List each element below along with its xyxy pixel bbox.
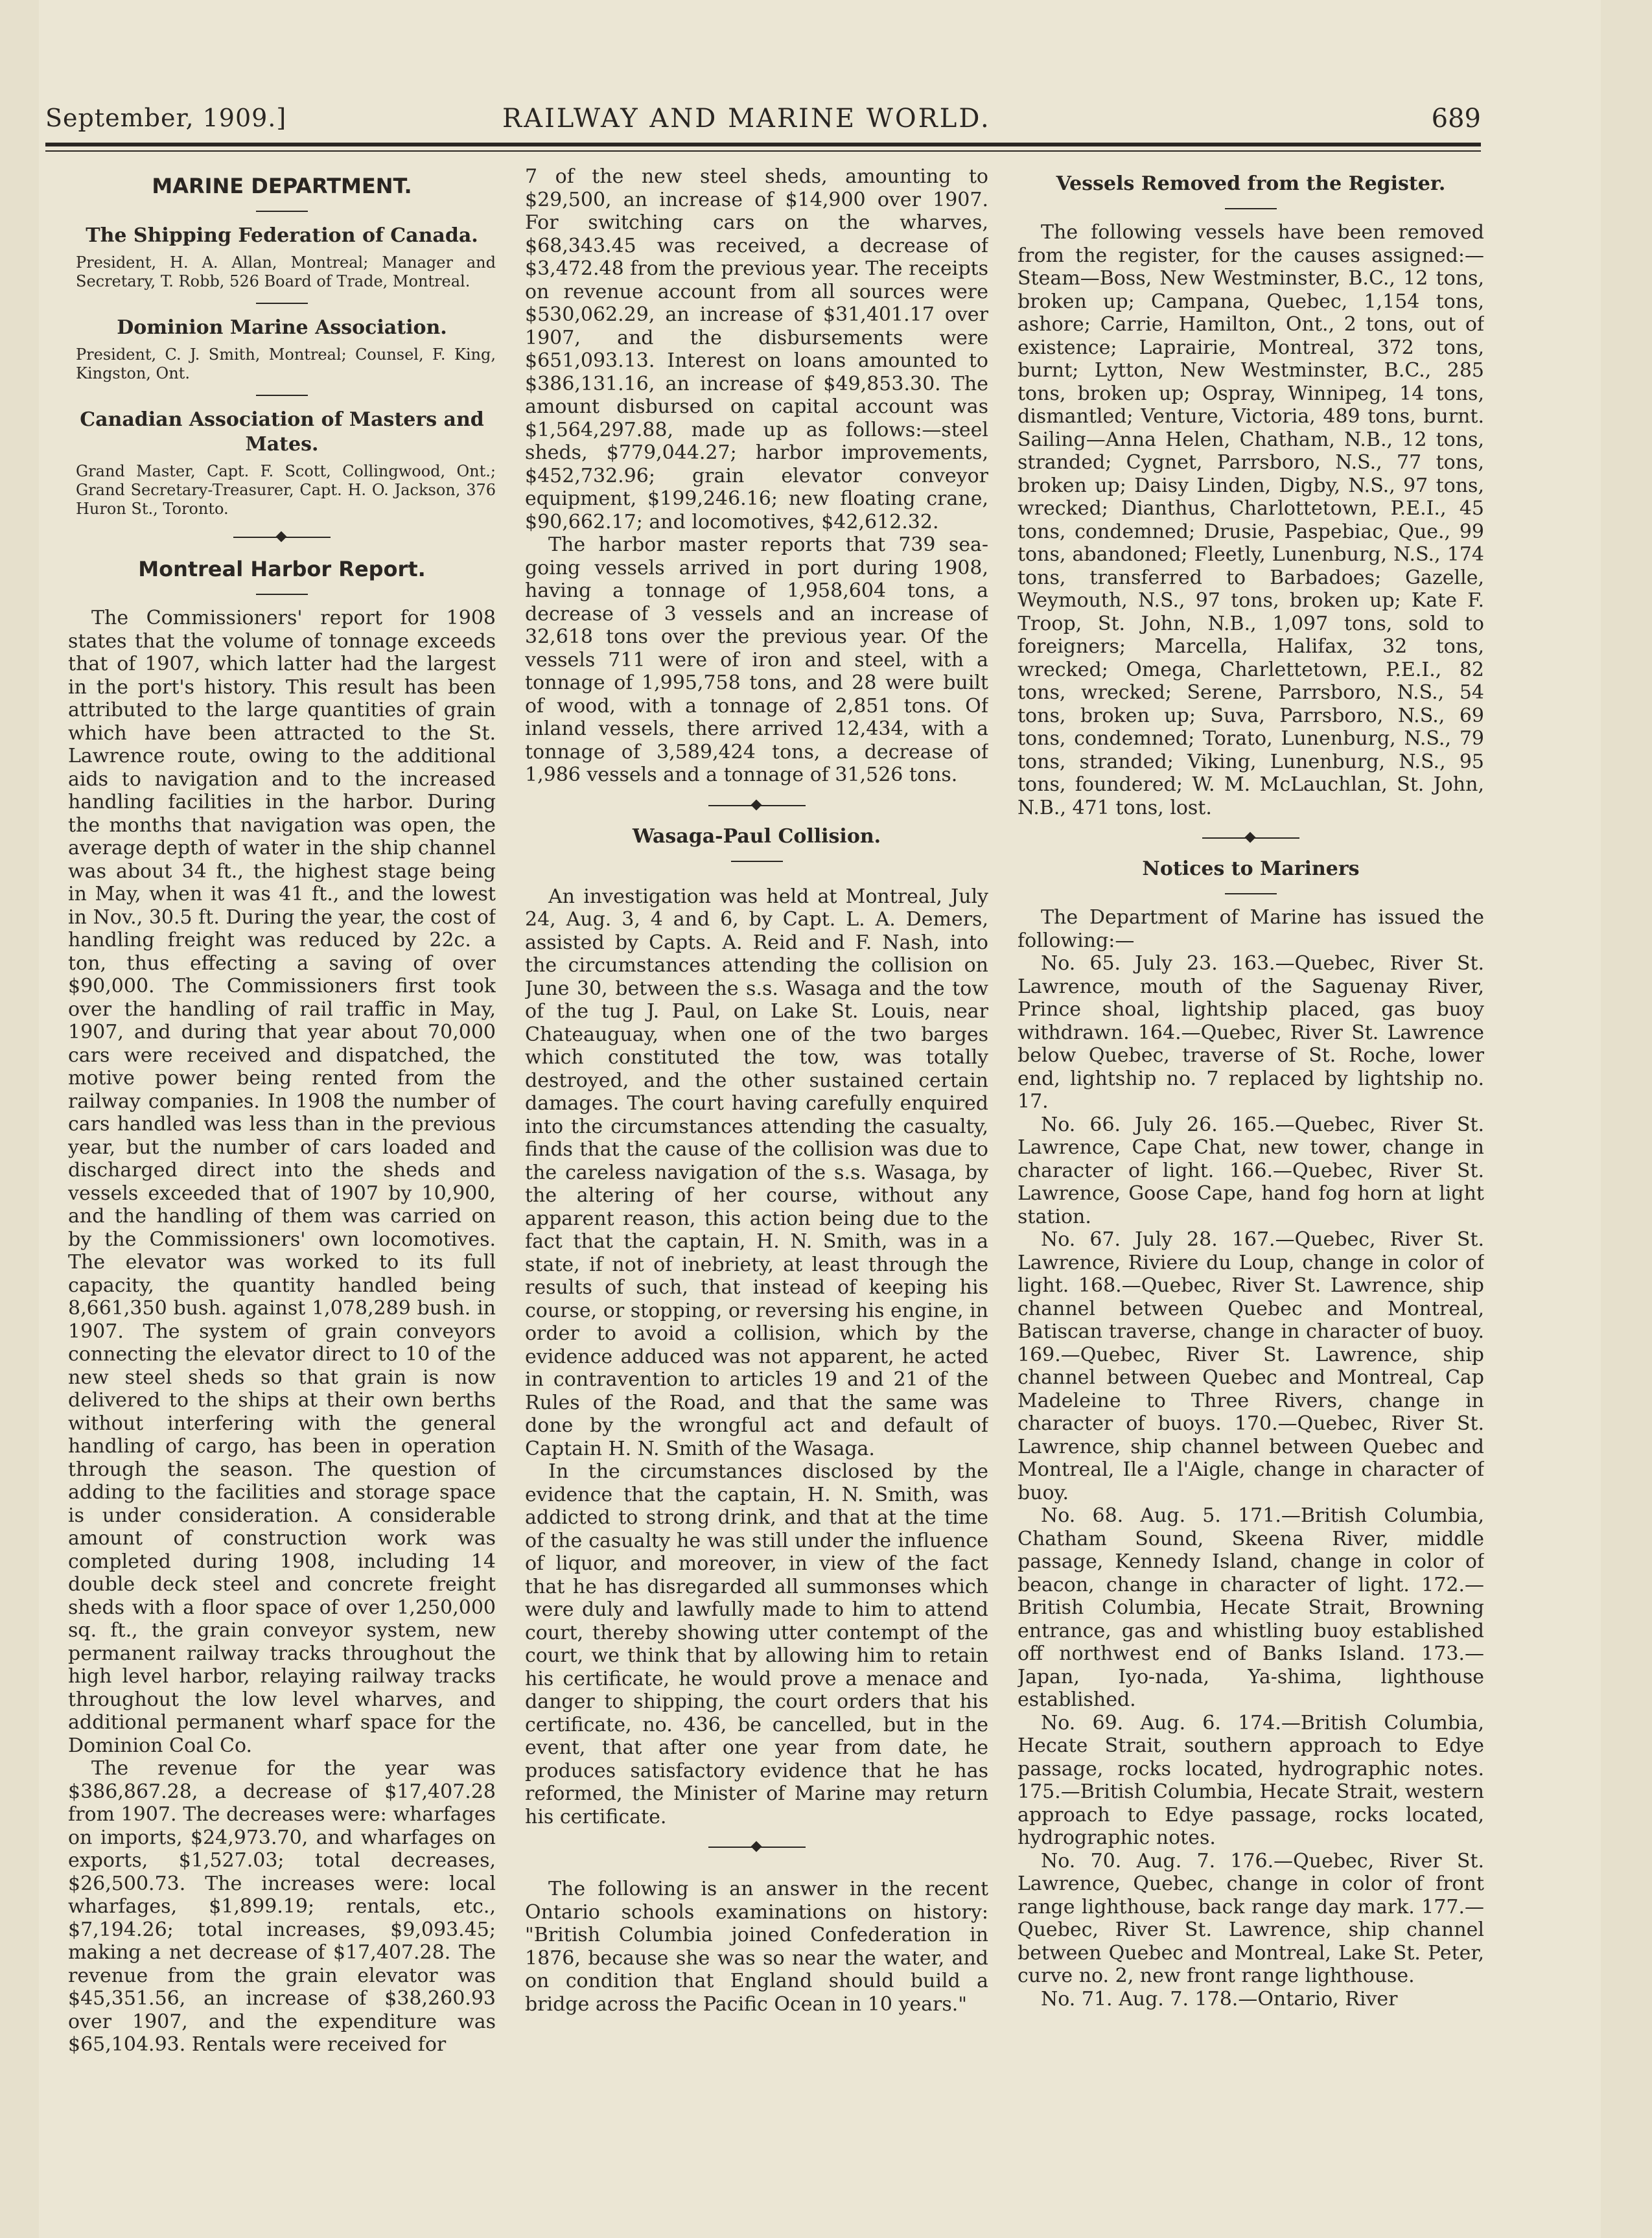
shipping-federation-officers: President, H. A. Allan, Montreal; Manager and Secretary, T. Robb, 526 Board of Trade, Montreal.	[76, 253, 496, 290]
journal-title: RAILWAY AND MARINE WORLD.	[502, 104, 991, 134]
separator	[1225, 208, 1277, 209]
dominion-marine-title: Dominion Marine Association.	[117, 316, 447, 339]
notice-69: No. 69. Aug. 6. 174.—British Columbia, Hecate Strait, southern approach to Edye passage, rocks located, hydrographic notes. 175.—British Columbia, Hecate Strait, western approach to Edye passage, rocks located, hydrographic notes.	[1018, 1711, 1484, 1849]
schools-answer-paragraph: The following is an answer in the recent Ontario schools examinations on history: "British Columbia joined Confederation in 1876, because she was so near the water, and on condition that England should build a bridge across the Pacific Ocean in 10 years."	[525, 1878, 988, 2016]
harbor-revenue-paragraph: The revenue for the year was $386,867.28, a decrease of $17,407.28 from 1907. The decreases were: wharfages on imports, $24,973.70, and wharfages on exports, $1,527.03; total decreases, $26,500.73. The increases were: local wharfages, $1,899.19; rentals, etc., $7,194.26; total increases, $9,093.45; making a net decrease of $17,407.28. The revenue from the grain elevator was $45,351.56, an increase of $38,260.93 over 1907, and the expenditure was $65,104.93. Rentals were received for	[68, 1757, 496, 2056]
separator	[1225, 893, 1277, 894]
dominion-marine-officers: President, C. J. Smith, Montreal; Counsel, F. King, Kingston, Ont.	[76, 345, 496, 382]
separator	[731, 861, 783, 862]
harbor-report-paragraph: The Commissioners' report for 1908 states that the volume of tonnage exceeds that of 1907, which latter had the largest in the port's history. This result has been attributed to the large quantities of grain which have been attracted to the St. Lawrence route, owing to the additional aids to navigation and to the increased handling facilities in the harbor. During the months that navigation was open, the average depth of water in the ship channel was about 34 ft., the highest stage being in May, when it was 41 ft., and the lowest in Nov., 30.5 ft. During the year, the cost of handling freight was reduced by 22c. a ton, thus effecting a saving of over $90,000. The Commissioners first took over the handling of rail traffic in May, 1907, and during that year about 70,000 cars were received and dispatched, the motive power being rented from the railway companies. In 1908 the number of cars handled was less than in the previous year, but the number of cars loaded and discharged direct into the sheds and vessels exceeded that of 1907 by 10,900, and the handling of them was carried on by the Commissioners' own locomotives. The elevator was worked to its full capacity, the quantity handled being 8,661,350 bush. against 1,078,289 bush. in 1907. The system of grain conveyors connecting the elevator direct to 10 of the new steel sheds so that grain is now delivered to the ships at their own berths without interfering with the general handling of cargo, has been in operation through the season. The question of adding to the facilities and storage space is under consideration. A considerable amount of construction work was completed during 1908, including 14 double deck steel and concrete freight sheds with a floor space of over 1,250,000 sq. ft., the grain conveyor system, new permanent railway tracks throughout the high level harbor, relaying railway tracks throughout the low level wharves, and additional permanent wharf space for the Dominion Coal Co.	[68, 607, 496, 1757]
header-rule-thin	[45, 150, 1481, 152]
separator	[256, 303, 308, 304]
separator	[256, 211, 308, 212]
column-2	[525, 165, 988, 2199]
wasaga-paul-title: Wasaga-Paul Collision.	[632, 824, 881, 848]
shipping-federation-title: The Shipping Federation of Canada.	[86, 224, 478, 247]
notice-71: No. 71. Aug. 7. 178.—Ontario, River	[1041, 1987, 1398, 2011]
notices-intro: The Department of Marine has issued the following:—	[1018, 906, 1484, 952]
notice-67: No. 67. July 28. 167.—Quebec, River St. Lawrence, Riviere du Loup, change in color of light. 168.—Quebec, River St. Lawrence, ship channel between Quebec and Montreal, Batiscan traverse, change in character of buoy. 169.—Quebec, River St. Lawrence, ship channel between Quebec and Montreal, Cap Madeleine to Three Rivers, change in character of buoys. 170.—Quebec, River St. Lawrence, ship channel between Quebec and Montreal, Ile a l'Aigle, change in character of buoy.	[1018, 1228, 1484, 1504]
ornament-divider	[708, 1840, 806, 1854]
notices-to-mariners-title: Notices to Mariners	[1142, 857, 1360, 880]
notice-68: No. 68. Aug. 5. 171.—British Columbia, Chatham Sound, Skeena River, middle passage, Kennedy Island, change in color of beacon, change in character of light. 172.—British Columbia, Hecate Strait, Browning entrance, gas and whistling buoy established off northwest end of Banks Island. 173.—Japan, Iyo-nada, Ya-shima, lighthouse established.	[1018, 1504, 1484, 1711]
running-header	[45, 97, 1481, 156]
column-3	[1018, 165, 1484, 2199]
harbor-report-title: Montreal Harbor Report.	[138, 557, 426, 581]
marine-department-title: MARINE DEPARTMENT.	[152, 174, 412, 198]
vessels-removed-title: Vessels Removed from the Register.	[1056, 172, 1446, 195]
page-number: 689	[1431, 104, 1481, 134]
masters-mates-title: Canadian Association of Masters and Mates.	[80, 408, 484, 456]
header-rule	[45, 143, 1481, 146]
separator	[256, 395, 308, 396]
column-1	[68, 165, 496, 2199]
header-date: September, 1909.]	[45, 104, 287, 132]
notice-65: No. 65. July 23. 163.—Quebec, River St. Lawrence, mouth of the Saguenay River, Prince shoal, lightship placed, gas buoy withdrawn. 164.—Quebec, River St. Lawrence below Quebec, traverse of St. Roche, lower end, lightship no. 7 replaced by lightship no. 17.	[1018, 952, 1484, 1113]
ornament-divider	[1202, 831, 1299, 845]
harbor-master-paragraph: The harbor master reports that 739 sea-going vessels arrived in port during 1908, having a tonnage of 1,958,604 tons, a decrease of 3 vessels and an increase of 32,618 tons over the previous year. Of the vessels 711 were of iron and steel, with a tonnage of 1,995,758 tons, and 28 were built of wood, with a tonnage of 2,851 tons. Of inland vessels, there arrived 12,434, with a tonnage of 3,589,424 tons, a decrease of 1,986 vessels and a tonnage of 31,526 tons.	[525, 533, 988, 786]
harbor-report-continued: 7 of the new steel sheds, amounting to $29,500, an increase of $14,900 over 1907. For switching cars on the wharves, $68,343.45 was received, a decrease of $3,472.48 from the previous year. The receipts on revenue account from all sources were $530,062.29, an increase of $31,401.17 over 1907, and the disbursements were $651,093.13. Interest on loans amounted to $386,131.16, an increase of $49,853.30. The amount disbursed on capital account was $1,564,297.88, made up as follows:—steel sheds, $779,044.27; harbor improvements, $452,732.96; grain elevator conveyor equipment, $199,246.16; new floating crane, $90,662.17; and locomotives, $42,612.32.	[525, 165, 988, 533]
separator	[256, 594, 308, 595]
notice-66: No. 66. July 26. 165.—Quebec, River St. Lawrence, Cape Chat, new tower, change in character of light. 166.—Quebec, River St. Lawrence, Goose Cape, hand fog horn at light station.	[1018, 1113, 1484, 1228]
wasaga-paragraph-2: In the circumstances disclosed by the evidence that the captain, H. N. Smith, was addicted to strong drink, and that at the time of the casualty he was still under the influence of liquor, and moreover, in view of the fact that he has disregarded all summonses which were duly and lawfully made to him to attend court, thereby showing utter contempt of the court, we think that by allowing him to retain his certificate, he would prove a menace and danger to shipping, the court orders that his certificate, no. 436, be cancelled, but in the event, that after one year from date, he produces satisfactory evidence that he has reformed, the Minister of Marine may return his certificate.	[525, 1460, 988, 1828]
notice-70: No. 70. Aug. 7. 176.—Quebec, River St. Lawrence, Quebec, change in color of front range lighthouse, back range day mark. 177.—Quebec, River St. Lawrence, ship channel between Quebec and Montreal, Lake St. Peter, curve no. 2, new front range lighthouse.	[1018, 1849, 1484, 1987]
ornament-divider	[708, 798, 806, 813]
masters-mates-officers: Grand Master, Capt. F. Scott, Collingwood, Ont.; Grand Secretary-Treasurer, Capt. H. O. Jackson, 376 Huron St., Toronto.	[76, 462, 496, 518]
vessels-removed-paragraph: The following vessels have been removed from the register, for the causes assigned:—Steam—Boss, New Westminster, B.C., 12 tons, broken up; Campana, Quebec, 1,154 tons, ashore; Carrie, Hamilton, Ont., 2 tons, out of existence; Laprairie, Montreal, 372 tons, burnt; Lytton, New Westminster, B.C., 285 tons, broken up; Ospray, Winnipeg, 14 tons, dismantled; Venture, Victoria, 489 tons, burnt. Sailing—Anna Helen, Chatham, N.B., 12 tons, stranded; Cygnet, Parrsboro, N.S., 77 tons, broken up; Daisy Linden, Digby, N.S., 97 tons, wrecked; Dianthus, Charlottetown, P.E.I., 45 tons, condemned; Drusie, Paspebiac, Que., 99 tons, abandoned; Fleetly, Lunenburg, N.S., 174 tons, transferred to Barbadoes; Gazelle, Weymouth, N.S., 97 tons, broken up; Kate F. Troop, St. John, N.B., 1,097 tons, sold to foreigners; Marcella, Halifax, 32 tons, wrecked; Omega, Charlettetown, P.E.I., 82 tons, wrecked; Serene, Parrsboro, N.S., 54 tons, broken up; Suva, Parrsboro, N.S., 69 tons, condemned; Torato, Lunenburg, N.S., 79 tons, stranded; Viking, Lunenburg, N.S., 95 tons, foundered; W. M. McLauchlan, St. John, N.B., 471 tons, lost.	[1018, 221, 1484, 819]
wasaga-paragraph-1: An investigation was held at Montreal, July 24, Aug. 3, 4 and 6, by Capt. L. A. Demers, assisted by Capts. A. Reid and F. Nash, into the circumstances attending the collision on June 30, between the s.s. Wasaga and the tow of the tug J. Paul, on Lake St. Louis, near Chateauguay, when one of the two barges which constituted the tow, was totally destroyed, and the other sustained certain damages. The court having carefully enquired into the circumstances attending the casualty, finds that the cause of the collision was due to the careless navigation of the s.s. Wasaga, by the altering of her course, without any apparent reason, this action being due to the fact that the captain, H. N. Smith, was in a state, if not of inebriety, at least through the results of such, that instead of keeping his course, or stopping, or reversing his engine, in order to avoid a collision, which by the evidence adduced was not apparent, he acted in contravention to articles 19 and 21 of the Rules of the Road, and that the same was done by the wrongful act and default of Captain H. N. Smith of the Wasaga.	[525, 885, 988, 1460]
ornament-divider	[233, 530, 331, 544]
